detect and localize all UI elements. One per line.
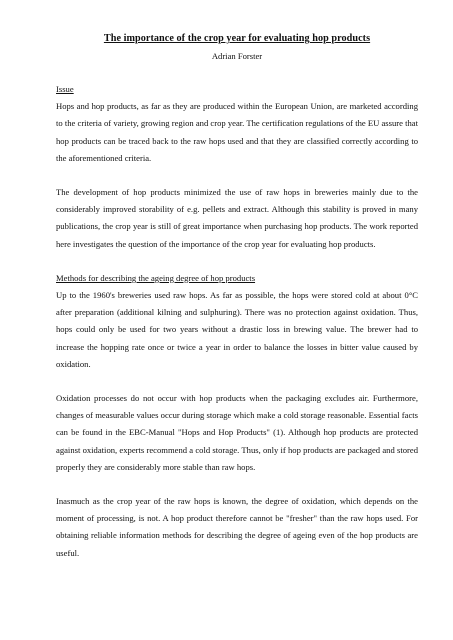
section-heading-issue: Issue	[56, 84, 74, 94]
document-title: The importance of the crop year for evaluating hop products	[103, 33, 371, 44]
document-author: Adrian Forster	[211, 51, 263, 61]
paragraph-issue-1: Hops and hop products, as far as they are produced within the European Union, are marketed according to the criteria of variety, growing region and crop year. The certification regulations of the EU assure that hop products can be traced back to the raw hops used and that they are classified correctly according to the aforementioned criteria.	[56, 101, 418, 163]
paragraph-methods-3: Inasmuch as the crop year of the raw hops is known, the degree of oxidation, which depends on the moment of processing, is not. A hop product therefore cannot be "fresher" than the raw hops used. For obtaining reliable information methods for describing the degree of ageing even of the hop products are useful.	[56, 496, 418, 558]
paragraph-issue-2: The development of hop products minimized the use of raw hops in breweries mainly due to the considerably improved storability of e.g. pellets and extract. Although this stability is proved in many publications, the crop year is still of great importance when purchasing hop products. The work reported here investigates the question of the importance of the crop year for evaluating hop products.	[56, 187, 418, 249]
section-heading-methods: Methods for describing the ageing degree of hop products	[56, 272, 256, 283]
paragraph-methods-2: Oxidation processes do not occur with hop products when the packaging excludes air. Furthermore, changes of measurable values occur during storage which make a cold storage reasonable. Essential facts can be found in the EBC-Manual "Hops and Hop Products" (1). Although hop products are protected against oxidation, experts recommend a cold storage. Thus, only if hop products are packaged and stored properly they are considerably more stable than raw hops.	[56, 393, 418, 472]
paragraph-methods-1: Up to the 1960's breweries used raw hops. As far as possible, the hops were stored cold at about 0°C after preparation (additional kilning and sulphuring). There was no protection against oxidation. Thus, hops could only be used for two years without a drastic loss in brewing value. The brewer had to increase the hopping rate once or twice a year in order to balance the losses in bitter value caused by oxidation.	[56, 290, 418, 369]
